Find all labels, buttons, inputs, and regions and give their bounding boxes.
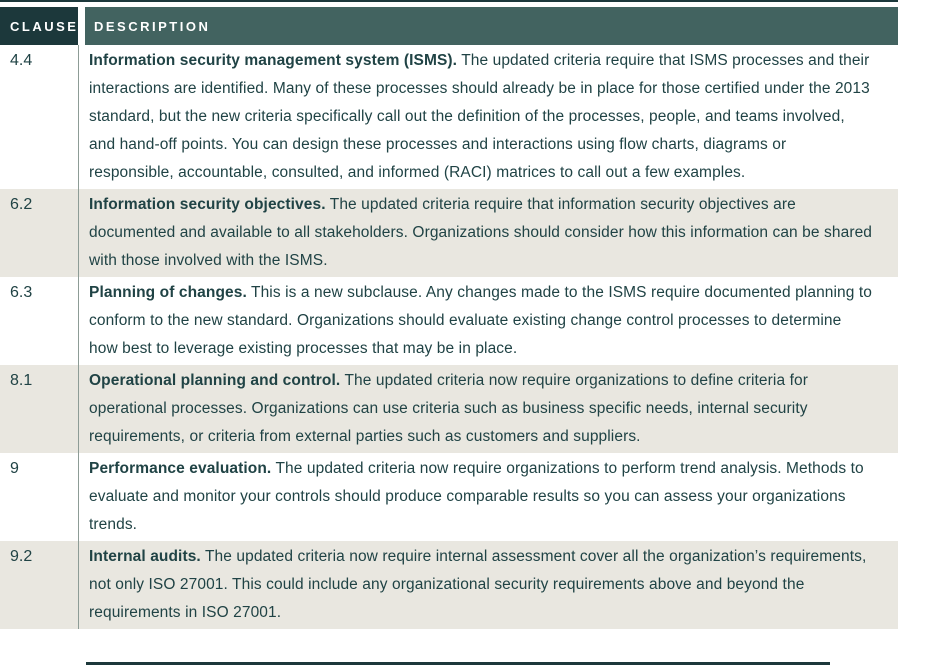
description-text: [89, 367, 874, 451]
description-text: [89, 279, 874, 363]
clause-number: 4.4: [10, 52, 33, 69]
clause-header-label: CLAUSE: [10, 18, 79, 34]
description-cell: [78, 189, 898, 277]
clause-number: 6.3: [10, 284, 33, 301]
table-row: [0, 541, 898, 629]
description-body: The updated criteria require that information security objectives are documented and available to all stakeholders. Organizations should consider how this information can be shared with those involved with the ISMS.: [89, 196, 873, 269]
table-row: [0, 189, 898, 277]
clause-number: 9.2: [10, 548, 33, 565]
description-text: [89, 543, 874, 627]
table-top-rule: [0, 0, 898, 2]
clause-number: 6.2: [10, 196, 33, 213]
description-body: This is a new subclause. Any changes made to the ISMS require documented planning to conform to the new standard. Organizations should evaluate existing change control processes to determine how best to leverage existing processes that may be in place.: [89, 284, 873, 357]
description-text: [89, 191, 874, 275]
clause-number: 8.1: [10, 372, 33, 389]
description-text: [89, 455, 874, 539]
description-lead: Performance evaluation.: [89, 460, 272, 477]
description-cell: [78, 541, 898, 629]
description-cell: [78, 277, 898, 365]
description-body: The updated criteria now require internal assessment cover all the organization’s requirements, not only ISO 27001. This could include any organizational security requirements above and beyond the requirements in ISO 27001.: [89, 548, 867, 621]
table-header-row: [0, 7, 898, 45]
description-lead: Internal audits.: [89, 548, 201, 565]
description-lead: Information security objectives.: [89, 196, 326, 213]
description-header-cell: [85, 7, 898, 45]
table-row: [0, 365, 898, 453]
clause-number: 9: [10, 460, 19, 477]
table-row: [0, 45, 898, 189]
description-cell: [78, 365, 898, 453]
description-lead: Planning of changes.: [89, 284, 247, 301]
clause-header-cell: [0, 7, 78, 45]
description-cell: [78, 453, 898, 541]
description-text: [89, 47, 874, 187]
table-row: [0, 277, 898, 365]
description-header-label: DESCRIPTION: [94, 18, 211, 34]
description-lead: Information security management system (ISMS).: [89, 52, 458, 69]
description-cell: [78, 45, 898, 189]
description-body: The updated criteria require that ISMS processes and their interactions are identified. Many of these processes should already be in place for those certified under the 2013 standard, but the new criteria specifically call out the definition of the processes, people, and teams involved, and hand-off points. You can design these processes and interactions using flow charts, diagrams or responsible, accountable, consulted, and informed (RACI) matrices to call out a few examples.: [89, 52, 870, 181]
description-lead: Operational planning and control.: [89, 372, 341, 389]
description-body: The updated criteria now require organizations to perform trend analysis. Methods to evaluate and monitor your controls should produce comparable results so you can assess your organizations trends.: [89, 460, 864, 533]
table-row: [0, 453, 898, 541]
description-body: The updated criteria now require organizations to define criteria for operational processes. Organizations can use criteria such as business specific needs, internal security requirements, or criteria from external parties such as customers and suppliers.: [89, 372, 808, 445]
table-body: [0, 45, 898, 629]
